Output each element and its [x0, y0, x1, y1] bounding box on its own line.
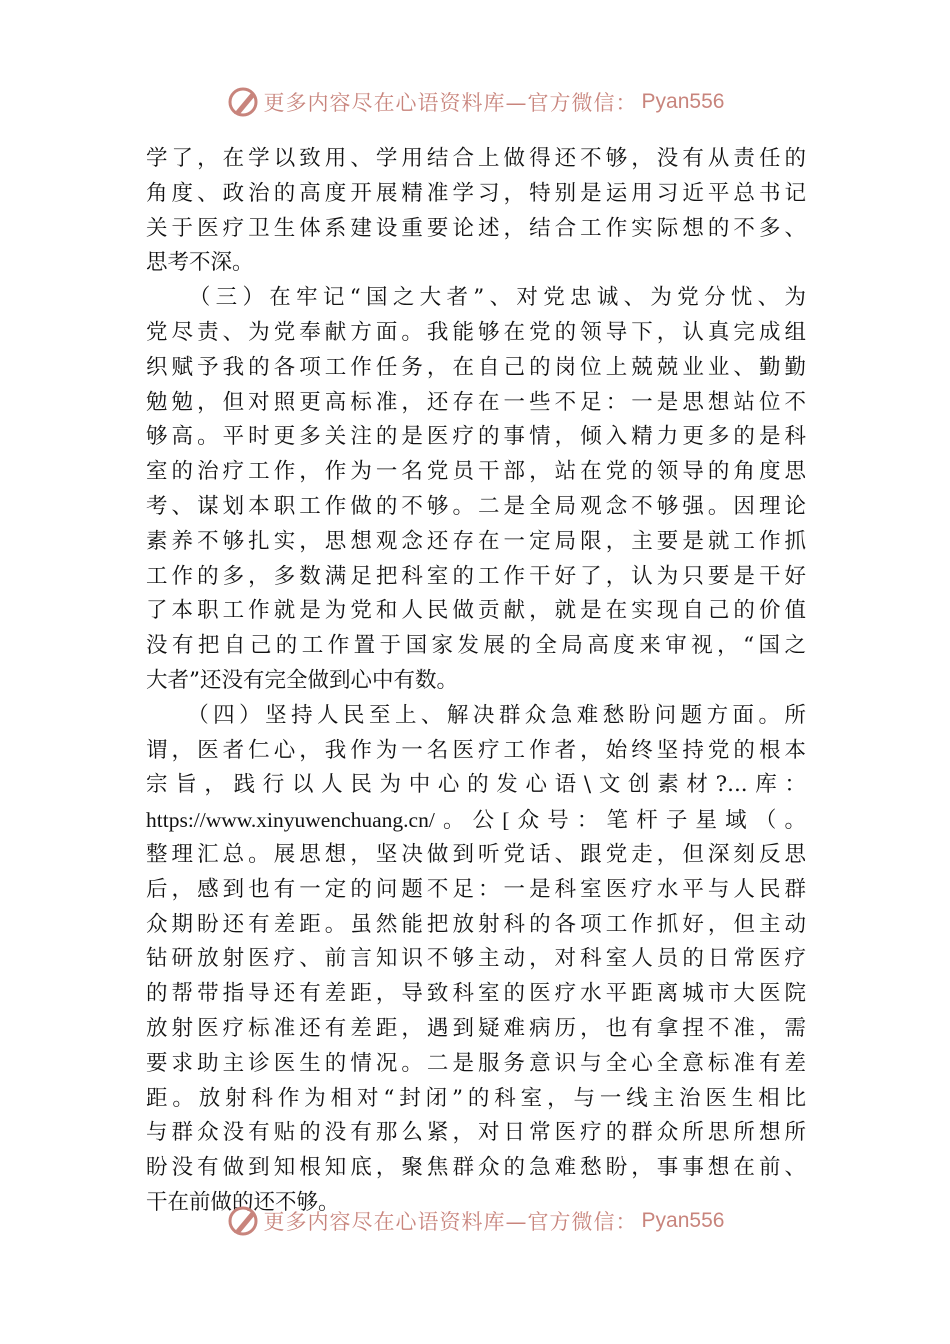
text-line: 学了，在学以致用、学用结合上做得还不够，没有从责任的	[146, 146, 806, 171]
text-line: 考、谋划本职工作做的不够。二是全局观念不够强。因理论	[146, 493, 806, 519]
text-line: 大者”还没有完全做到心中有数。	[146, 667, 458, 693]
text-line: https://www.xinyuwenchuang.cn/。公[众号：笔杆子星域（。	[146, 808, 806, 833]
footer-watermark	[0, 1201, 950, 1241]
text-line: 角度、政治的高度开展精准学习，特别是运用习近平总书记	[146, 180, 806, 206]
text-line: 了本职工作就是为党和人民做贡献，就是在实现自己的价值	[146, 598, 806, 624]
text-line: 思考不深。	[146, 250, 254, 276]
text-line: 干在前做的还不够。	[146, 1189, 340, 1215]
text-line: 与群众没有贴的没有那么紧，对日常医疗的群众所思所想所	[146, 1120, 806, 1146]
text-line: 众期盼还有差距。虽然能把放射科的各项工作抓好，但主动	[146, 911, 806, 937]
watermark-wechat-id: Pyan556	[641, 90, 725, 113]
text-line: 够高。平时更多关注的是医疗的事情，倾入精力更多的是科	[146, 424, 806, 450]
text-line: （三）在牢记“国之大者”、对党忠诚、为党分忧、为	[146, 285, 806, 311]
text-line: 织赋予我的各项工作任务，在自己的岗位上兢兢业业、勤勤	[146, 354, 806, 380]
text-line: 距。放射科作为相对“封闭”的科室，与一线主治医生相比	[146, 1085, 806, 1111]
text-line: 要求助主诊医生的情况。二是服务意识与全心全意标准有差	[146, 1050, 806, 1076]
watermark-wechat-id: Pyan556	[641, 1209, 725, 1232]
text-line: 关于医疗卫生体系建设重要论述，结合工作实际想的不多、	[146, 215, 806, 241]
watermark-text: 更多内容尽在心语资料库—官方微信：	[263, 1210, 638, 1234]
watermark-text: 更多内容尽在心语资料库—官方微信：	[263, 91, 638, 115]
pen-logo-icon	[226, 84, 262, 120]
text-line: 素养不够扎实，思想观念还存在一定局限，主要是就工作抓	[146, 528, 806, 554]
text-line: 谓，医者仁心，我作为一名医疗工作者，始终坚持党的根本	[146, 737, 806, 763]
text-line: 整理汇总。展思想，坚决做到听党话、跟党走，但深刻反思	[146, 841, 806, 867]
header-watermark	[0, 82, 950, 122]
pen-logo-icon	[226, 1203, 262, 1239]
text-line: 勉勉，但对照更高标准，还存在一些不足：一是思想站位不	[146, 389, 806, 415]
document-body	[146, 142, 806, 1221]
text-line: 放射医疗标准还有差距，遇到疑难病历，也有拿捏不准，需	[146, 1015, 806, 1041]
text-line: 的帮带指导还有差距，导致科室的医疗水平距离城市大医院	[146, 981, 806, 1007]
text-line: （四）坚持人民至上、解决群众急难愁盼问题方面。所	[146, 702, 806, 728]
text-line: 盼没有做到知根知底，聚焦群众的急难愁盼，事事想在前、	[146, 1155, 806, 1181]
text-line: 室的治疗工作，作为一名党员干部，站在党的领导的角度思	[146, 459, 806, 485]
text-line: 没有把自己的工作置于国家发展的全局高度来审视，“国之	[146, 633, 806, 659]
text-line: 党尽责、为党奉献方面。我能够在党的领导下，认真完成组	[146, 319, 806, 345]
text-line: 宗旨，践行以人民为中心的发心语\文创素材?...库：	[146, 772, 806, 798]
text-line: 钻研放射医疗、前言知识不够主动，对科室人员的日常医疗	[146, 946, 806, 972]
text-line: 后，感到也有一定的问题不足：一是科室医疗水平与人民群	[146, 876, 806, 902]
text-line: 工作的多，多数满足把科室的工作干好了，认为只要是干好	[146, 563, 806, 589]
